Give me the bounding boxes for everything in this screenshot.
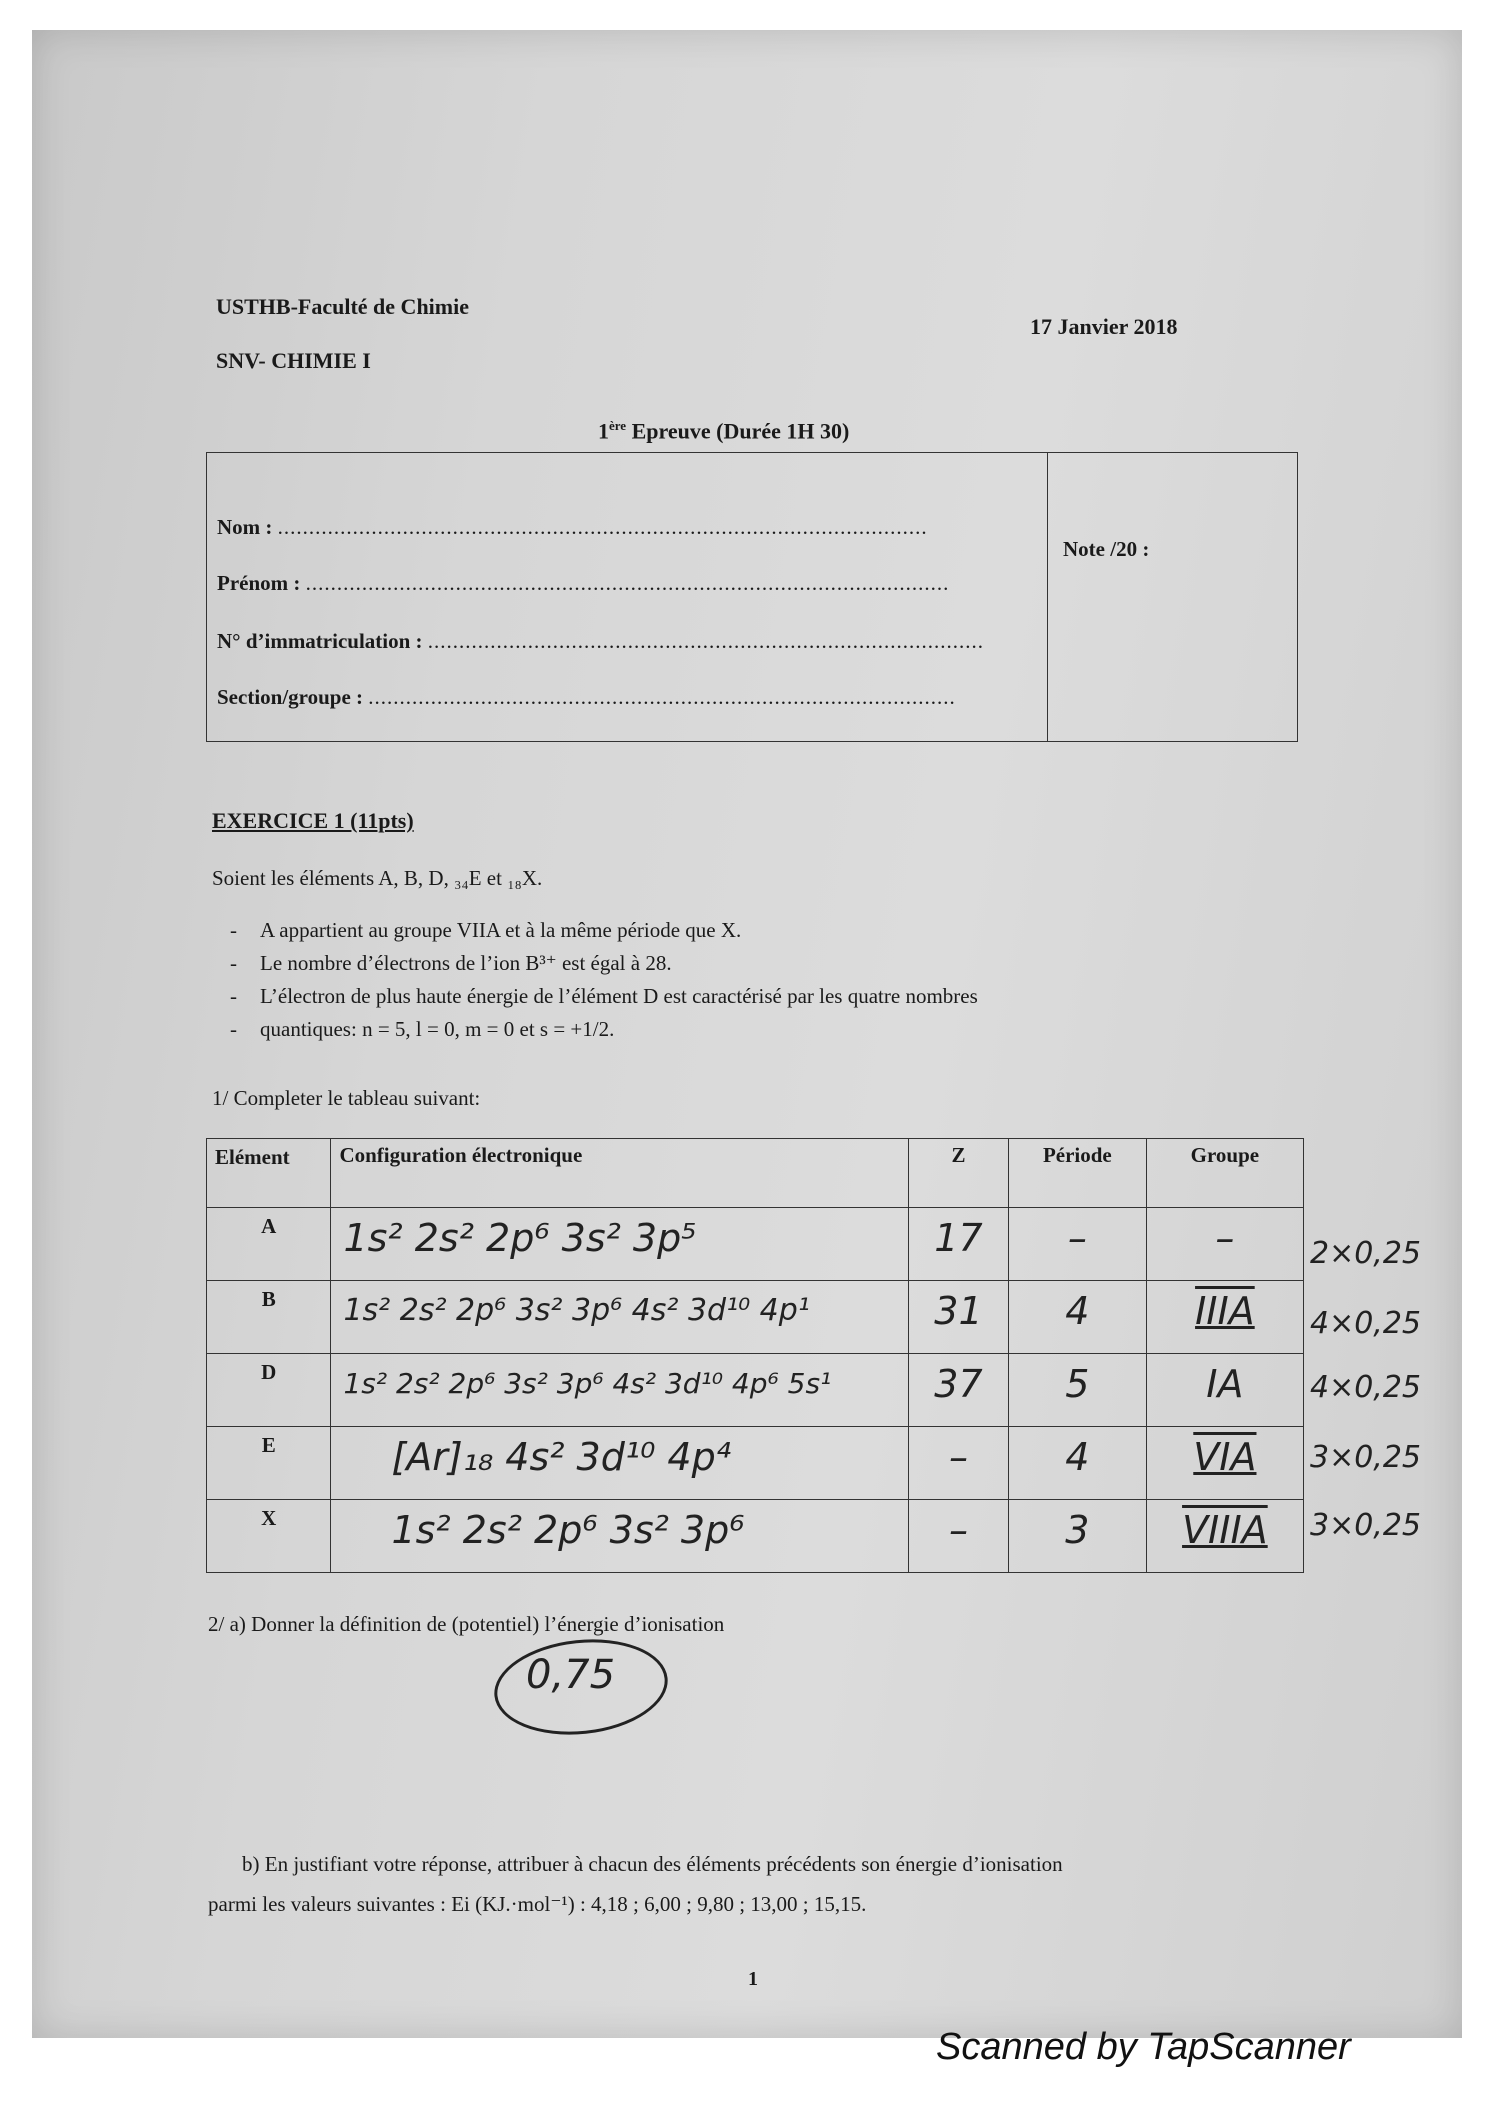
margin-mark: 3×0,25 [1310, 1508, 1422, 1543]
question-2b-line2: parmi les valeurs suivantes : Ei (KJ.·mol⁻¹) : 4,18 ; 6,00 ; 9,80 ; 13,00 ; 15,15. [208, 1892, 867, 1916]
matricule-label: N° d’immatriculation : [217, 629, 423, 653]
cell-config[interactable] [331, 1354, 909, 1427]
cell-periode[interactable] [1008, 1427, 1146, 1500]
cell-z[interactable] [908, 1208, 1008, 1281]
bullet-item: - L’électron de plus haute énergie de l’élément D est caractérisé par les quatre nombres [260, 984, 978, 1009]
handwritten-periode: 3 [1065, 1508, 1090, 1552]
bullet-item: - A appartient au groupe VIIA et à la même période que X. [260, 918, 978, 943]
handwritten-periode: – [1067, 1216, 1087, 1260]
table-row [207, 1500, 1304, 1573]
nom-field[interactable] [217, 515, 928, 540]
bullet-item-continuation: - quantiques: n = 5, l = 0, m = 0 et s = +1/2. [260, 1017, 978, 1042]
cell-periode[interactable] [1008, 1208, 1146, 1281]
header-config: Configuration électronique [331, 1139, 909, 1208]
handwritten-config: [Ar]₁₈ 4s² 3d¹⁰ 4p⁴ [391, 1435, 731, 1479]
cell-periode[interactable] [1008, 1500, 1146, 1573]
margin-mark: 4×0,25 [1310, 1370, 1422, 1405]
exam-title-sup: ère [609, 418, 627, 433]
table-header-row [207, 1139, 1304, 1208]
handwritten-z: 37 [934, 1362, 983, 1406]
question-1: 1/ Completer le tableau suivant: [212, 1086, 481, 1110]
exercise-title: EXERCICE 1 (11pts) [212, 808, 414, 833]
exercise-bullets [260, 918, 978, 1050]
handwritten-groupe: IIIA [1195, 1289, 1255, 1333]
cell-z[interactable] [908, 1427, 1008, 1500]
header-periode: Période [1008, 1139, 1146, 1208]
institution-name: USTHB-Faculté de Chimie [216, 294, 469, 319]
cell-periode[interactable] [1008, 1281, 1146, 1354]
handwritten-z: 17 [934, 1216, 983, 1260]
margin-mark: 4×0,25 [1310, 1306, 1422, 1341]
exam-title-num: 1 [598, 418, 609, 444]
note-label: Note /20 : [1063, 537, 1150, 561]
cell-element: A [207, 1208, 331, 1281]
table-row [207, 1281, 1304, 1354]
matricule-field[interactable] [217, 629, 984, 654]
cell-periode[interactable] [1008, 1354, 1146, 1427]
header-groupe: Groupe [1146, 1139, 1303, 1208]
cell-config[interactable] [331, 1208, 909, 1281]
table-row [207, 1208, 1304, 1281]
question-2b-line1: b) En justifiant votre réponse, attribuer à chacun des éléments précédents son énergie d’ionisation [242, 1852, 1063, 1876]
course-name: SNV- CHIMIE I [216, 348, 371, 373]
header-element: Elément [207, 1139, 331, 1208]
table-row [207, 1354, 1304, 1427]
cell-z[interactable] [908, 1500, 1008, 1573]
table-row [207, 1427, 1304, 1500]
cell-groupe[interactable] [1146, 1427, 1303, 1500]
margin-mark: 2×0,25 [1310, 1236, 1422, 1271]
cell-element: B [207, 1281, 331, 1354]
handwritten-z: – [948, 1435, 968, 1479]
exam-date: 17 Janvier 2018 [1030, 314, 1178, 339]
header-z: Z [908, 1139, 1008, 1208]
page-number: 1 [748, 1968, 758, 1990]
handwritten-config: 1s² 2s² 2p⁶ 3s² 3p⁶ 4s² 3d¹⁰ 4p⁶ 5s¹ [343, 1367, 832, 1400]
nom-label: Nom : [217, 515, 273, 539]
exercise-intro: Soient les éléments A, B, D, ₃₄E et ₁₈X. [212, 866, 543, 890]
handwritten-config: 1s² 2s² 2p⁶ 3s² 3p⁶ [391, 1508, 745, 1552]
handwritten-z: 31 [934, 1289, 983, 1333]
handwritten-groupe: VIIIA [1182, 1508, 1268, 1552]
identification-box [206, 452, 1298, 742]
section-field[interactable] [217, 685, 956, 710]
matricule-dots: ......................................................................................... [427, 629, 985, 653]
element-table [206, 1138, 1304, 1573]
handwritten-z: – [948, 1508, 968, 1552]
cell-element: D [207, 1354, 331, 1427]
cell-config[interactable] [331, 1427, 909, 1500]
handwritten-periode: 4 [1065, 1435, 1090, 1479]
cell-groupe[interactable] [1146, 1354, 1303, 1427]
cell-config[interactable] [331, 1281, 909, 1354]
cell-z[interactable] [908, 1354, 1008, 1427]
nom-dots: ........................................................................................................ [277, 515, 928, 539]
prenom-label: Prénom : [217, 571, 301, 595]
exam-title [598, 418, 849, 444]
section-dots: .............................................................................................. [368, 685, 956, 709]
cell-groupe[interactable] [1146, 1500, 1303, 1573]
section-label: Section/groupe : [217, 685, 364, 709]
scanner-watermark: Scanned by TapScanner [936, 2026, 1351, 2068]
exam-title-rest: Epreuve (Durée 1H 30) [626, 418, 850, 444]
id-box-divider [1047, 453, 1048, 741]
cell-groupe[interactable] [1146, 1208, 1303, 1281]
score-value: 0,75 [526, 1652, 616, 1698]
margin-mark: 3×0,25 [1310, 1440, 1422, 1475]
cell-z[interactable] [908, 1281, 1008, 1354]
handwritten-groupe: – [1215, 1216, 1235, 1260]
handwritten-groupe: IA [1206, 1362, 1244, 1406]
cell-groupe[interactable] [1146, 1281, 1303, 1354]
cell-config[interactable] [331, 1500, 909, 1573]
bullet-item: - Le nombre d’électrons de l’ion B³⁺ est égal à 28. [260, 951, 978, 976]
handwritten-periode: 5 [1065, 1362, 1090, 1406]
question-2a: 2/ a) Donner la définition de (potentiel) l’énergie d’ionisation [208, 1612, 725, 1636]
cell-element: X [207, 1500, 331, 1573]
handwritten-config: 1s² 2s² 2p⁶ 3s² 3p⁵ [343, 1216, 697, 1260]
handwritten-periode: 4 [1065, 1289, 1090, 1333]
handwritten-config: 1s² 2s² 2p⁶ 3s² 3p⁶ 4s² 3d¹⁰ 4p¹ [343, 1293, 810, 1328]
prenom-dots: ....................................................................................................... [305, 571, 950, 595]
handwritten-groupe: VIA [1193, 1435, 1257, 1479]
cell-element: E [207, 1427, 331, 1500]
prenom-field[interactable] [217, 571, 949, 596]
